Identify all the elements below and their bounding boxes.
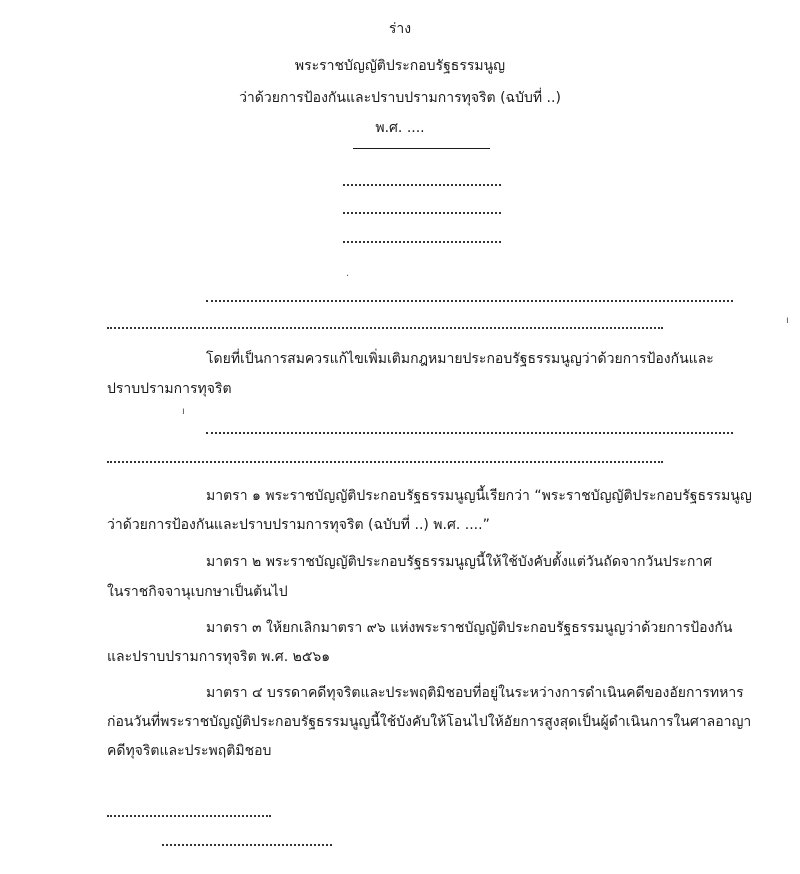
scan-speck: ı xyxy=(182,406,185,417)
preamble-line-1: โดยที่เป็นการสมควรแก้ไขเพิ่มเติมกฎหมายประกอบรัฐธรรมนูญว่าด้วยการป้องกันและ xyxy=(206,351,714,367)
dotted-line xyxy=(107,461,663,463)
dotted-line xyxy=(206,432,733,434)
section-4-line-1: มาตรา ๔ บรรดาคดีทุจริตและประพฤติมิชอบที่อยู่ในระหว่างการดำเนินคดีของอัยการทหาร xyxy=(206,685,744,701)
section-3-line-2: และปราบปรามการทุจริต พ.ศ. ๒๕๖๑ xyxy=(107,649,331,665)
scan-speck: · xyxy=(346,271,350,282)
section-2-line-2: ในราชกิจจานุเบกษาเป็นต้นไป xyxy=(107,584,288,600)
title-rule xyxy=(353,148,490,149)
act-subtitle: ว่าด้วยการป้องกันและปราบปรามการทุจริต (ฉบับที่ ..) xyxy=(239,90,561,106)
dotted-line xyxy=(343,241,501,243)
dotted-line xyxy=(343,212,501,214)
signature-dotted-line xyxy=(162,844,332,846)
preamble-line-2: ปราบปรามการทุจริต xyxy=(107,381,232,397)
section-3-line-1: มาตรา ๓ ให้ยกเลิกมาตรา ๙๖ แห่งพระราชบัญญัติประกอบรัฐธรรมนูญว่าด้วยการป้องกัน xyxy=(206,620,733,636)
section-1-line-2: ว่าด้วยการป้องกันและปราบปรามการทุจริต (ฉบับที่ ..) พ.ศ. ....” xyxy=(107,517,490,533)
dotted-line xyxy=(343,184,501,186)
section-4-line-3: คดีทุจริตและประพฤติมิชอบ xyxy=(107,743,272,759)
signature-dotted-line xyxy=(107,815,271,817)
act-title: พระราชบัญญัติประกอบรัฐธรรมนูญ xyxy=(294,58,506,74)
scan-speck: ı xyxy=(786,315,789,326)
section-2-line-1: มาตรา ๒ พระราชบัญญัติประกอบรัฐธรรมนูญนี้ให้ใช้บังคับตั้งแต่วันถัดจากวันประกาศ xyxy=(206,554,713,570)
draft-label: ร่าง xyxy=(388,21,412,37)
dotted-line xyxy=(206,300,733,302)
section-1-line-1: มาตรา ๑ พระราชบัญญัติประกอบรัฐธรรมนูญนี้เรียกว่า “พระราชบัญญัติประกอบรัฐธรรมนูญ xyxy=(206,488,752,504)
act-year: พ.ศ. .... xyxy=(375,120,425,136)
section-4-line-2: ก่อนวันที่พระราชบัญญัติประกอบรัฐธรรมนูญนี้ใช้บังคับให้โอนไปให้อัยการสูงสุดเป็นผู้ดำเนินการในศาลอาญา xyxy=(107,714,752,730)
dotted-line xyxy=(107,327,663,329)
